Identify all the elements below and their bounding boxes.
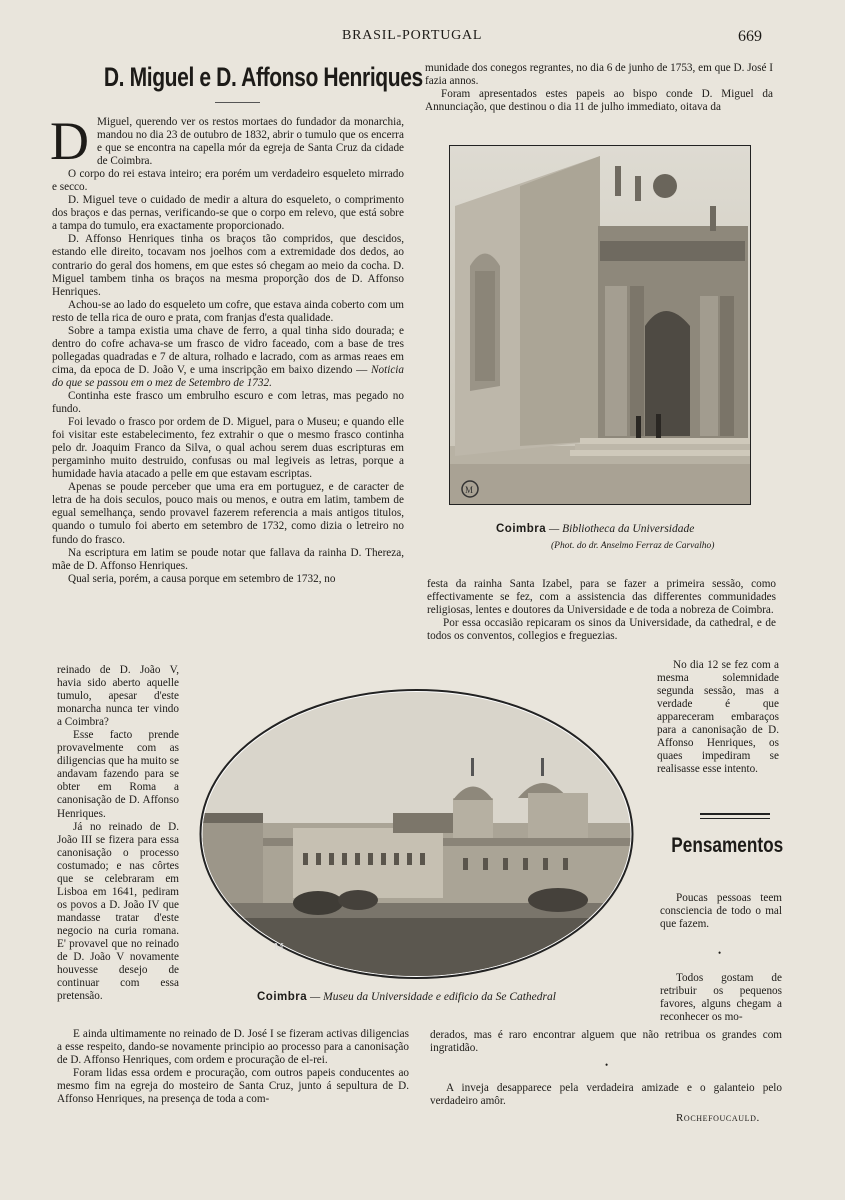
paragraph: Por essa occasião repicaram os sinos da Universidade, da cathedral, e de todos os conventos, collegios e freguezias. [427, 617, 776, 643]
paragraph: D. Affonso Henriques tinha os braços tão compridos, que descidos, estando elle direito, tocavam nos joelhos com a extremidade dos dedos, ao contrario do geral dos homens, em que estes só chegam ao meio da cocha. D. Miguel tambem tinha os braços na mesma proporção dos de D. Affonso Henriques. [52, 233, 404, 298]
paragraph: No dia 12 se fez com a mesma solemnidade segunda sessão, mas a verdade é que appareceram embaraços para a canonisação de D. Affonso Henriques, os quaes impediram se realisasse esse intento. [657, 659, 779, 776]
paragraph: Miguel, querendo ver os restos mortaes do fundador da monarchia, mandou no dia 23 de outubro de 1832, abrir o tumulo que os encerra e que se encontra na capella mór da egreja de Santa Cruz da cidade de Coimbra. [97, 116, 404, 168]
paragraph: Esse facto prende provavelmente com as diligencias que ha muito se andavam fazendo para se obter em Roma a canonisação de D. Affonso Henriques. [57, 729, 179, 820]
paragraph: Todos gostam de retribuir os pequenos favores, alguns chegam a reconhecer os mo- [660, 972, 782, 1023]
museum-cathedral-photo [198, 688, 635, 980]
paragraph: Foram lidas essa ordem e procuração, com outros papeis conducentes ao mesmo fim na egreja do mosteiro de Santa Cruz, junto á sepultura de D. Affonso Henriques, na presença de toda a com- [57, 1067, 409, 1106]
thought-author: Rochefoucauld. [676, 1112, 760, 1124]
paragraph: Na escriptura em latim se poude notar que fallava da rainha D. Thereza, mãe de D. Affonso Henriques. [52, 546, 404, 572]
paragraph [52, 325, 404, 390]
museum-caption [257, 991, 637, 1003]
paragraph: D. Miguel teve o cuidado de medir a altura do esqueleto, o comprimento dos braços e das pernas, verificando-se que o corpo em relevo, que está sobre a tampa do tumulo, era exactamente proporcionado. [52, 194, 404, 233]
paragraph: A inveja desapparece pela verdadeira amizade e o galanteio pelo verdadeiro amôr. [430, 1082, 782, 1107]
narrow-left-column [57, 664, 179, 1003]
italic-quote: Noticia do que se passou em o mez de Setembro de 1732. [52, 363, 404, 389]
svg-text:M: M [274, 941, 284, 953]
title-divider [215, 102, 260, 103]
svg-text:M: M [465, 485, 474, 495]
caption-text: — Bibliotheca da Universidade [549, 523, 695, 535]
page-number: 669 [738, 28, 762, 45]
library-caption [496, 523, 776, 535]
article-title: D. Miguel e D. Affonso Henriques [103, 62, 423, 92]
paragraph: E ainda ultimamente no reinado de D. José I se fizeram activas diligencias a esse respeito, dando-se novamente principio ao processo para a canonisação de D. Affonso Henriques, com ordem e procuração de el-rei. [57, 1028, 409, 1067]
paragraph: Já no reinado de D. João III se fizera para essa canonisação o processo costumado; e nas côrtes que se celebraram em Lisboa em 1641, pediram os povos a D. João IV que mandasse tratar d'este negocio na curia romana. E' provavel que no reinado de D. João V novamente houvesse desejo de continuar com essa pretensão. [57, 820, 179, 1003]
paragraph: Foram apresentados estes papeis ao bispo conde D. Miguel da Annunciação, que destinou o dia 11 de julho immediato, oitava da [425, 88, 773, 114]
library-photo [449, 145, 751, 505]
right-column-middle [427, 578, 776, 643]
paragraph: derados, mas é raro encontrar alguem que não retribua os grandes com ingratidão. [430, 1029, 782, 1054]
caption-place: Coimbra [496, 523, 547, 535]
right-column-top [425, 62, 773, 114]
museum-cathedral-image [198, 688, 635, 980]
journal-title: BRASIL-PORTUGAL [342, 28, 483, 43]
caption-place: Coimbra [257, 991, 308, 1003]
drop-cap: D [50, 111, 89, 171]
section-divider [700, 813, 770, 819]
separator-dot: • [605, 1060, 609, 1070]
paragraph: festa da rainha Santa Izabel, para se fazer a primeira sessão, como effectivamente se fez, com a assistencia das differentes communidades religiosas, lentes e doutores da Universidade e de toda a nobreza de Coimbra. [427, 578, 776, 617]
right-narrow-column [657, 659, 779, 776]
thought-2-start [660, 972, 782, 1024]
thought-3 [430, 1082, 782, 1108]
bottom-left-column [57, 1028, 409, 1106]
thought-1 [660, 892, 782, 931]
paragraph: O corpo do rei estava inteiro; era porém um verdadeiro esqueleto mirrado e secco. [52, 168, 404, 194]
paragraph: Poucas pessoas teem consciencia de todo o mal que fazem. [660, 892, 782, 930]
thought-2-end [430, 1029, 782, 1055]
paragraph: Qual seria, porém, a causa porque em setembro de 1732, no [68, 572, 336, 585]
photo-credit: (Phot. do dr. Anselmo Ferraz de Carvalho) [551, 541, 715, 551]
paragraph: Apenas se poude perceber que uma era em portuguez, e de caracter de letra de ha dois seculos, pouco mais ou menos, e outra em latim, tambem de egual semelhança, sendo provavel fazerem referencia a mais antigos titulos, quando o tumulo foi aberto em setembro de 1732, como dizia o letreiro no fundo do frasco. [52, 481, 404, 546]
library-building-image [450, 146, 750, 504]
paragraph: munidade dos conegos regrantes, no dia 6 de junho de 1753, em que D. José I fazia annos. [425, 62, 773, 88]
left-column [50, 111, 404, 586]
page-header [0, 28, 845, 48]
caption-text: — Museu da Universidade e edificio da Se Cathedral [310, 991, 556, 1003]
section-title: Pensamentos [671, 834, 784, 857]
paragraph: Continha este frasco um embrulho escuro e com letras, mas pegado no fundo. [52, 389, 404, 416]
paragraph: Foi levado o frasco por ordem de D. Miguel, para o Museu; e quando elle foi visitar este estabelecimento, fez extrahir o que o mesmo frasco continha pelo dr. Joaquim Franco da Silva, o qual achou serem duas escripturas em pergaminho muito destruido, confusas ou mal legiveis as letras, porque a humidade havia atacado a pelle em que estavam escriptas. [52, 416, 404, 481]
paragraph: reinado de D. João V, havia sido aberto aquelle tumulo, apesar d'este monarcha nunca ter vindo a Coimbra? [57, 664, 179, 729]
paragraph: Achou-se ao lado do esqueleto um cofre, que estava ainda coberto com um resto de tella rica de ouro e prata, com franjas d'esta qualidade. [52, 298, 404, 324]
paragraph-text: Sobre a tampa existia uma chave de ferro, a qual tinha sido dourada; e dentro do cofre achava-se um frasco de vidro faceado, com a base de tres pollegadas quadradas e 7 de altura, rolhado e lacrado, com as armas reaes em cima, da epoca de D. João V, e uma inscripção em baixo dizendo — [52, 324, 404, 376]
separator-dot: • [718, 948, 722, 958]
library-photo-credit [551, 541, 714, 551]
